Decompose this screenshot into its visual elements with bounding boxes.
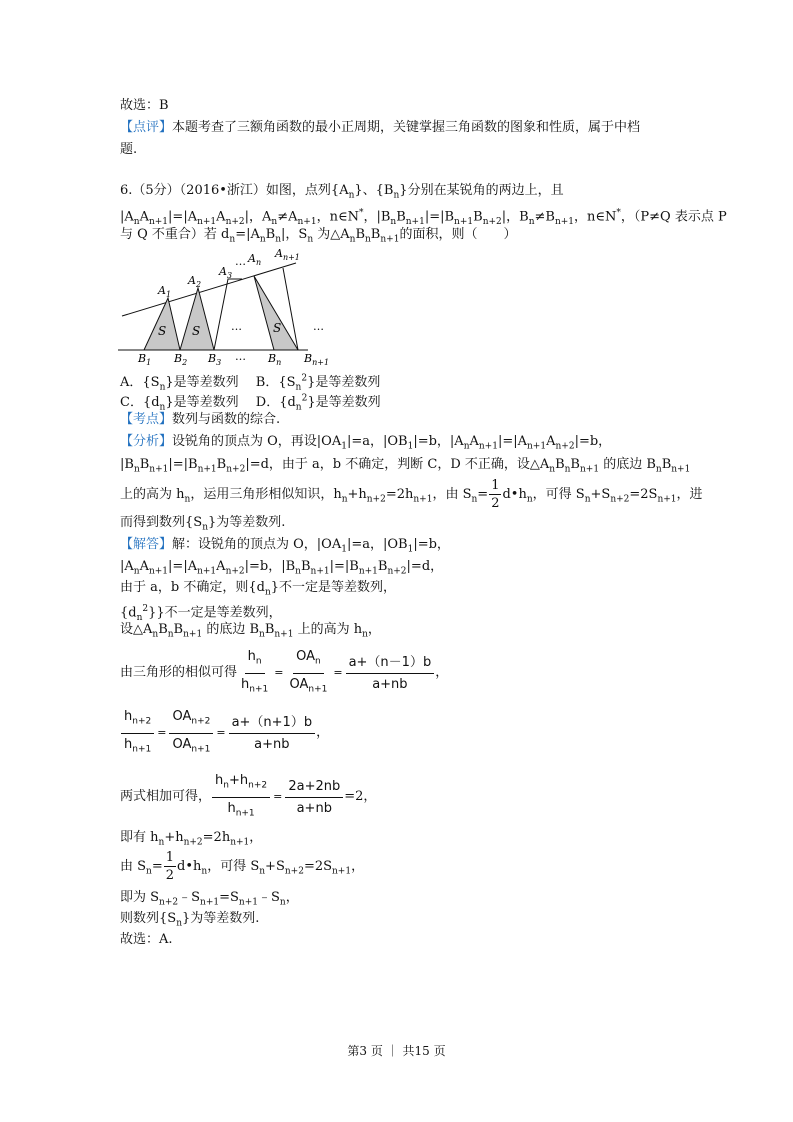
s-label-1: S	[158, 324, 167, 338]
half-fraction: $\frac{1}{2}$	[491, 478, 500, 511]
segment-3	[214, 279, 242, 350]
jieda-end-1: 即为 $S_{n+2}﹣S_{n+1}=S_{n+1}﹣S_n$，	[120, 890, 299, 908]
fenxi-line-1: 【分析】设锐角的顶点为 O，再设$|OA_1|=a$，$|OB_1|=b$，$|A_nA_{n+1}|=|A_{n+1}A_{n+2}|=b$，	[120, 434, 612, 452]
jieda-line-5: 设$\triangle A_nB_nB_{n+1}$ 的底边 $B_nB_{n+1}$ 上的高为 $h_n$，	[120, 622, 381, 640]
option-b[interactable]: B．$\{S_n^2\}$是等差数列	[255, 374, 381, 393]
jieda-line-1: 【解答】解：设锐角的顶点为 O，$|OA_1|=a$，$|OB_1|=b$，	[120, 537, 450, 555]
label-an1: $A_{n+1}$	[275, 248, 300, 262]
kaodian-tag: 【考点】	[120, 412, 173, 427]
similarity-eq-1: 由三角形的相似可得 $\frac{h_n}{h_{n+1}}$ = $\frac{OA_n}{OA_{n+1}}$ = $\frac{a+(n-1)b}{a+nb}$ ，	[120, 648, 448, 698]
prev-answer: 故选：B	[120, 98, 169, 113]
jieda-line-3: 由于 a，b 不确定，则$\{d_n\}$不一定是等差数列，	[120, 580, 397, 598]
jieda-answer: 故选：A.	[120, 932, 173, 947]
label-b2: $B_2$	[174, 352, 188, 367]
q6-condition-2: 与 Q 不重合）若 $d_n=|A_nB_n|$，$S_n$ 为$\triangle A_nB_nB_{n+1}$的面积，则（ ）	[120, 227, 517, 245]
page-footer: 第3 页 ｜ 共15 页	[347, 1044, 446, 1058]
half-fraction-2: $\frac{1}{2}$	[165, 850, 175, 883]
label-b1: $B_1$	[138, 352, 152, 367]
fraction-oan: $\frac{OA_n}{OA_{n+1}}$	[289, 649, 328, 695]
fraction-ab-1: $\frac{a+(n-1)b}{a+nb}$	[346, 654, 435, 693]
fenxi-line-4: 而得到数列$\{S_n\}$为等差数列.	[120, 515, 286, 533]
similarity-eq-2: $\frac{h_{n+2}}{h_{n+1}}$ = $\frac{OA_{n+2}}{OA_{n+1}}$ = $\frac{a+(n+1)b}{a+nb}$ ，	[120, 708, 329, 758]
sum-eq: 两式相加可得， $\frac{h_n+h_{n+2}}{h_{n+1}}$ = $\frac{2a+2nb}{a+nb}$ =2，	[120, 772, 376, 822]
sequence-figure	[118, 248, 348, 368]
label-a3: $A_3$	[219, 265, 233, 280]
label-bn: $B_n$	[268, 352, 282, 367]
label-a2: $A_2$	[188, 274, 202, 289]
jieda-hn: 即有 $h_n+h_{n+2}=2h_{n+1}$，	[120, 830, 263, 848]
label-an: $A_n$	[248, 252, 262, 267]
fenxi-line-3: 上的高为 $h_n$，运用三角形相似知识，$h_n+h_{n+2}=2h_{n+1}$，由 $S_n=$ $\frac{1}{2}$ $d•h_n$，可得 $S_n+S_{n+2}=2S_{n+1}$，进	[120, 478, 703, 511]
q6-condition: $|A_nA_{n+1}|=|A_{n+1}A_{n+2}|$，$A_n\ne A_{n+1}$，n∈N*，$|B_nB_{n+1}|=|B_{n+1}B_{n+2}|$，$B_n\ne B_{n+1}$，n∈N*，（P≠Q 表示点 P	[120, 208, 727, 227]
prev-comment: 【点评】本题考查了三额角函数的最小正周期，关键掌握三角函数的图象和性质，属于中档	[120, 120, 641, 135]
dots-mid: …	[231, 320, 242, 333]
label-b3: $B_3$	[208, 352, 222, 367]
fraction-sum: $\frac{h_n+h_{n+2}}{h_{n+1}}$	[212, 772, 270, 822]
dots-right: …	[313, 320, 324, 333]
jieda-line-2: $|A_nA_{n+1}|=|A_{n+1}A_{n+2}|=b$，$|B_nB_{n+1}|=|B_{n+1}B_{n+2}|=d$，	[120, 559, 444, 577]
fenxi-tag: 【分析】	[120, 434, 173, 449]
option-a[interactable]: A．$\{S_n\}$是等差数列	[120, 375, 239, 393]
fraction-hn2: $\frac{h_{n+2}}{h_{n+1}}$	[121, 708, 154, 758]
s-label-n: S	[273, 321, 282, 335]
fenxi-line-2: $|B_nB_{n+1}|=|B_{n+1}B_{n+2}|=d$，由于 a，b 不确定，判断 C，D 不正确，设$\triangle A_nB_nB_{n+1}$ 的底边 $B_nB_{n+1}$	[120, 457, 691, 475]
prev-comment-cont: 题.	[120, 142, 138, 157]
q6-header: 6.（5分）（2016•浙江）如图，点列$\{A_n\}$、$\{B_n\}$分别在某锐角的两边上，且	[120, 183, 564, 201]
kaodian: 【考点】数列与函数的综合.	[120, 412, 281, 427]
dots-bottom: …	[235, 350, 246, 363]
fraction-ab-2: $\frac{a+(n+1)b}{a+nb}$	[229, 714, 316, 753]
fraction-oan2: $\frac{OA_{n+2}}{OA_{n+1}}$	[169, 708, 213, 758]
jieda-sn: 由 $S_n=$ $\frac{1}{2}$ $d•h_n$，可得 $S_n+S_{n+2}=2S_{n+1}$，	[120, 850, 365, 883]
option-d[interactable]: D．$\{d_n^2\}$是等差数列	[255, 394, 381, 413]
s-label-2: S	[192, 324, 201, 338]
comment-tag: 【点评】	[120, 120, 173, 135]
label-bn1: $B_{n+1}$	[304, 352, 330, 367]
label-a1: $A_1$	[158, 284, 172, 299]
fraction-hn: $\frac{h_n}{h_{n+1}}$	[241, 649, 269, 695]
jieda-end-2: 则数列$\{S_n\}$为等差数列.	[120, 911, 260, 929]
fraction-sum-ab: $\frac{2a+2nb}{a+nb}$	[285, 778, 343, 817]
dots-top: …	[235, 255, 246, 268]
jieda-tag: 【解答】	[120, 537, 173, 552]
option-c[interactable]: C．$\{d_n\}$是等差数列	[120, 395, 239, 413]
jieda-line-4: $\{d_n^2\}$}不一定是等差数列，	[120, 604, 282, 623]
